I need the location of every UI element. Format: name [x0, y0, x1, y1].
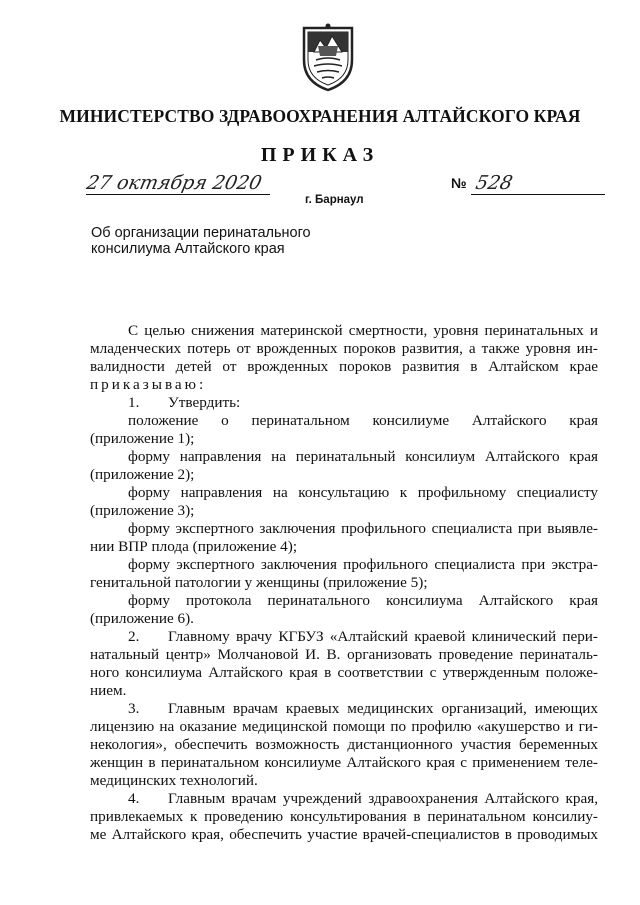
order-subject	[91, 225, 391, 257]
body-line: (приложение 2);	[90, 466, 195, 483]
body-line: нии ВПР плода (приложение 4);	[90, 538, 298, 555]
body-line: женщин в перинатальном консилиуме Алтайского края с применением теле-	[90, 754, 598, 771]
body-line: натальный центр» Молчановой И. В. организовать проведение перинаталь-	[90, 646, 598, 663]
coat-of-arms-icon	[298, 22, 358, 94]
body-line: лицензию на оказание медицинской помощи по профилю «акушерство и ги-	[90, 718, 598, 735]
body-line: медицинских технологий.	[90, 772, 258, 789]
item-number: 1.	[128, 394, 140, 411]
body-line: валидности детей от врожденных пороков развития в Алтайском крае	[90, 358, 598, 375]
number-label: №	[451, 175, 467, 191]
order-date: 27 октября 2020	[84, 172, 264, 194]
body-line: С целью снижения материнской смертности, уровня перинатальных и	[128, 322, 598, 339]
body-line: приказываю:	[90, 376, 207, 393]
subject-line: Об организации перинатального	[91, 225, 311, 241]
body-line: форму протокола перинатального консилиума Алтайского края	[128, 592, 598, 609]
item-text: Главным врачам краевых медицинских организаций, имеющих	[168, 700, 598, 717]
body-line: некология», обеспечить возможность дистанционного участия беременных	[90, 736, 598, 753]
item-text: Утвердить:	[168, 394, 241, 411]
body-line: ме Алтайского края, обеспечить участие врачей-специалистов в проводимых	[90, 826, 598, 843]
item-number: 3.	[128, 700, 140, 717]
body-line: форму экспертного заключения профильного специалиста при экстра-	[128, 556, 598, 573]
ministry-title: МИНИСТЕРСТВО ЗДРАВООХРАНЕНИЯ АЛТАЙСКОГО КРАЯ	[59, 106, 581, 126]
list-item	[90, 700, 598, 718]
item-text: Главным врачам учреждений здравоохранения Алтайского края,	[168, 790, 598, 807]
item-number: 2.	[128, 628, 140, 645]
body-line: (приложение 3);	[90, 502, 195, 519]
date-underline	[86, 194, 270, 195]
list-item	[90, 394, 598, 412]
body-line: (приложение 6).	[90, 610, 194, 627]
body-line: привлекаемых к проведению консультирования в перинатальном консилиу-	[90, 808, 598, 825]
body-line: форму направления на консультацию к профильному специалисту	[128, 484, 598, 501]
list-item	[90, 790, 598, 808]
item-text: Главному врачу КГБУЗ «Алтайский краевой клинический пери-	[168, 628, 598, 645]
city: г. Барнаул	[305, 194, 364, 206]
body-line: младенческих потерь от врожденных пороков развития, а также уровня ин-	[90, 340, 598, 357]
body-line: (приложение 1);	[90, 430, 195, 447]
body-line: генитальной патологии у женщины (приложение 5);	[90, 574, 428, 591]
body-line: положение о перинатальном консилиуме Алтайского края	[128, 412, 598, 429]
body-line: нием.	[90, 682, 127, 699]
body-line: ного консилиума Алтайского края в соответствии с утвержденным положе-	[90, 664, 598, 681]
order-title: ПРИКАЗ	[260, 144, 380, 166]
list-item	[90, 628, 598, 646]
order-number: 528	[473, 172, 515, 194]
body-line: форму экспертного заключения профильного специалиста при выявле-	[128, 520, 598, 537]
item-number: 4.	[128, 790, 140, 807]
number-underline	[471, 194, 605, 195]
order-body	[90, 322, 598, 844]
body-line: форму направления на перинатальный консилиум Алтайского края	[128, 448, 598, 465]
subject-line: консилиума Алтайского края	[91, 241, 285, 257]
